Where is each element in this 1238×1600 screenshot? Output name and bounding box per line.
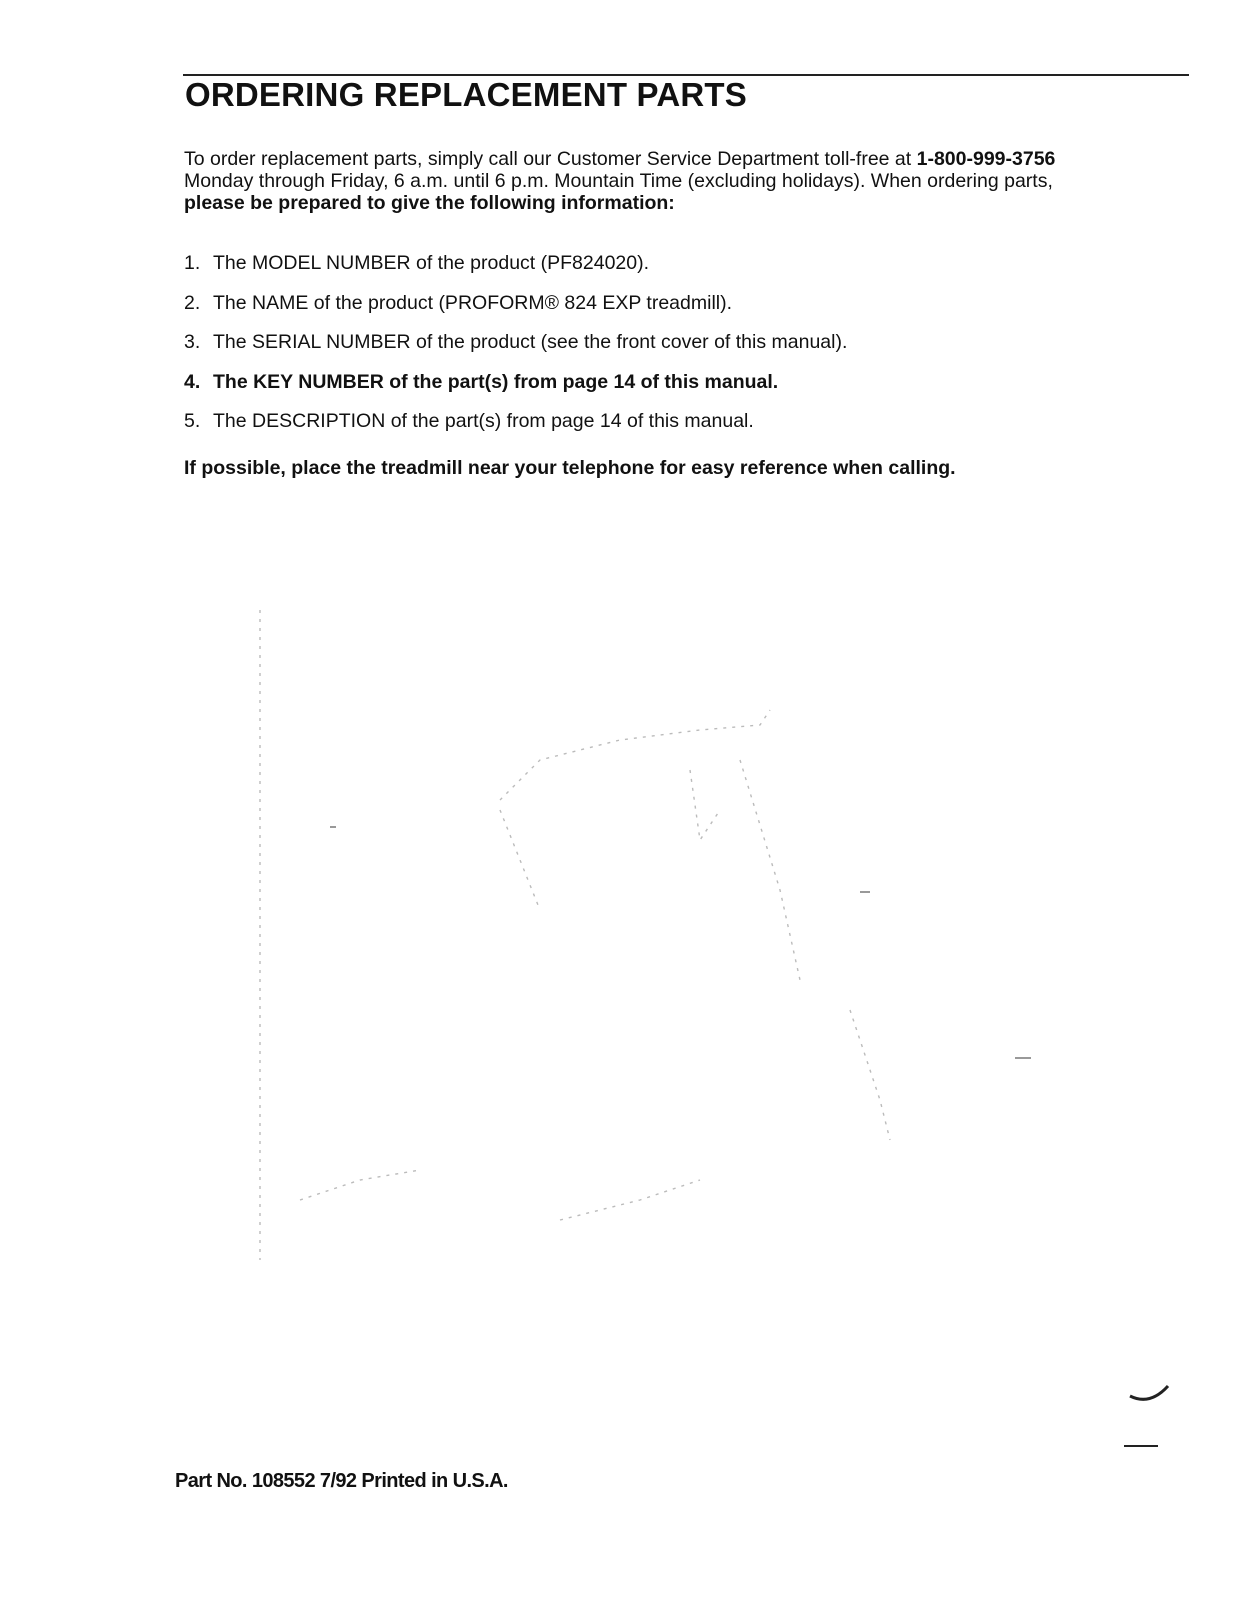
treadmill-base xyxy=(560,1180,700,1220)
treadmill-upright-right xyxy=(740,760,800,980)
list-item: 2. The NAME of the product (PROFORM® 824 EXP treadmill). xyxy=(184,291,733,314)
closing-note: If possible, place the treadmill near your telephone for easy reference when calling. xyxy=(184,457,956,479)
list-item: 4. The KEY NUMBER of the part(s) from page 14 of this manual. xyxy=(184,370,779,393)
treadmill-frame xyxy=(850,1010,890,1140)
intro-line-3: please be prepared to give the following information: xyxy=(184,192,675,214)
phone-number: 1-800-999-3756 xyxy=(916,148,1056,170)
intro-text: To order replacement parts, simply call our Customer Service Department toll-free at xyxy=(184,148,917,170)
list-item: 1. The MODEL NUMBER of the product (PF824020). xyxy=(184,252,650,274)
treadmill-upright-left xyxy=(500,810,540,910)
treadmill-console xyxy=(690,770,720,840)
faint-treadmill-illustration xyxy=(0,560,1238,1260)
list-item: 5. The DESCRIPTION of the part(s) from page 14 of this manual. xyxy=(184,410,754,432)
part-number-footer: Part No. 108552 7/92 Printed in U.S.A. xyxy=(175,1470,508,1492)
treadmill-handrail xyxy=(500,710,770,800)
intro-line-2: Monday through Friday, 6 a.m. until 6 p.m. Mountain Time (excluding holidays). When ordering parts, xyxy=(184,170,1053,192)
intro-paragraph xyxy=(184,148,1238,214)
scan-mark xyxy=(1015,1057,1031,1059)
info-list xyxy=(184,252,847,450)
intro-line-1 xyxy=(184,148,1238,170)
scan-corner-mark xyxy=(1120,1366,1180,1456)
treadmill-deck xyxy=(300,1170,420,1200)
scan-mark xyxy=(860,891,870,893)
scan-mark xyxy=(330,826,336,828)
list-item: 3. The SERIAL NUMBER of the product (see the front cover of this manual). xyxy=(184,331,848,353)
page-title: ORDERING REPLACEMENT PARTS xyxy=(185,76,747,113)
